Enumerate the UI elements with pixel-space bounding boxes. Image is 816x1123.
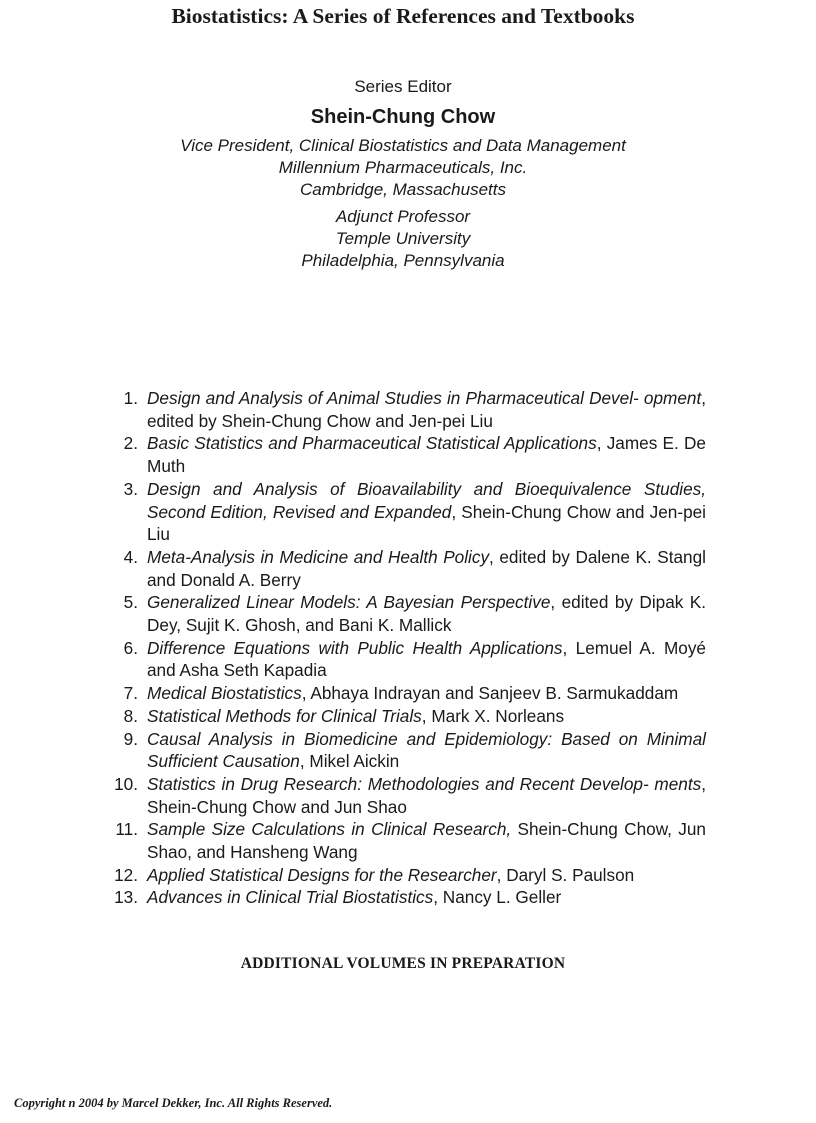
editor-affiliation: Philadelphia, Pennsylvania: [301, 251, 505, 270]
book-list-item: [106, 432, 706, 477]
book-list-item: [106, 682, 706, 705]
book-title: Applied Statistical Designs for the Researcher: [147, 864, 497, 885]
series-editor-label: Series Editor: [354, 77, 452, 96]
book-number: 9.: [123, 728, 138, 749]
book-authors: , James E. De Muth: [147, 433, 706, 477]
book-number: 2.: [123, 433, 138, 454]
book-number: 5.: [123, 592, 138, 613]
copyright-notice: Copyright n 2004 by Marcel Dekker, Inc. All Rights Reserved.: [14, 1096, 333, 1110]
book-title: Statistics in Drug Research: Methodologies and Recent Develop- ments: [147, 773, 702, 794]
book-authors: , Lemuel A. Moyé and Asha Seth Kapadia: [147, 637, 706, 681]
book-title: Design and Analysis of Bioavailability and Bioequivalence Studies, Second Edition, Revised and Expanded: [147, 478, 706, 522]
editor-affiliation: Temple University: [335, 229, 471, 248]
book-authors: , Nancy L. Geller: [433, 887, 562, 908]
book-authors: , Mikel Aickin: [299, 751, 400, 772]
book-list-item: [106, 886, 706, 909]
series-title: Biostatistics: A Series of References and Textbooks: [171, 4, 635, 28]
book-authors: , Shein-Chung Chow and Jen-pei Liu: [147, 501, 707, 545]
additional-volumes-note: ADDITIONAL VOLUMES IN PREPARATION: [240, 955, 566, 972]
book-number: 11.: [115, 819, 138, 840]
book-list-item: [106, 637, 706, 682]
book-title: Generalized Linear Models: A Bayesian Perspective: [147, 592, 551, 613]
editor-affiliation: Adjunct Professor: [335, 207, 471, 226]
book-number: 7.: [123, 683, 138, 704]
book-list: [106, 387, 706, 909]
series-editor-block: [0, 76, 806, 272]
book-number: 4.: [123, 546, 138, 567]
book-list-item: [106, 818, 706, 863]
book-list-item: [106, 864, 706, 887]
editor-affiliation: Cambridge, Massachusetts: [300, 180, 506, 199]
book-authors: , edited by Shein-Chung Chow and Jen-pei Liu: [147, 388, 706, 431]
book-authors: , edited by Dipak K. Dey, Sujit K. Ghosh, and Bani K. Mallick: [147, 592, 707, 636]
book-number: 6.: [123, 637, 138, 658]
book-number: 10.: [114, 773, 138, 794]
book-list-item: [106, 546, 706, 591]
book-number: 13.: [114, 887, 138, 908]
book-list-item: [106, 773, 706, 818]
editor-affiliation: Millennium Pharmaceuticals, Inc.: [278, 158, 528, 177]
book-authors: , Shein-Chung Chow and Jun Shao: [147, 773, 706, 817]
book-number: 8.: [123, 705, 138, 726]
book-number: 3.: [123, 478, 138, 499]
series-editor-name: Shein-Chung Chow: [310, 106, 496, 128]
book-authors: , Daryl S. Paulson: [496, 864, 635, 885]
book-number: 12.: [114, 864, 138, 885]
book-list-item: [106, 705, 706, 728]
book-list-item: [106, 478, 706, 546]
book-authors: , edited by Dalene K. Stangl and Donald A. Berry: [147, 546, 706, 590]
book-title: Meta-Analysis in Medicine and Health Policy: [147, 546, 490, 567]
book-title: Difference Equations with Public Health Applications: [147, 637, 563, 658]
book-list-item: [106, 728, 706, 773]
book-title: Design and Analysis of Animal Studies in Pharmaceutical Devel- opment: [147, 388, 702, 408]
book-title: Causal Analysis in Biomedicine and Epidemiology: Based on Minimal Sufficient Causation: [147, 728, 706, 772]
editor-affiliation: Vice President, Clinical Biostatistics and Data Management: [180, 136, 626, 155]
book-title: Basic Statistics and Pharmaceutical Statistical Applications: [147, 433, 597, 454]
book-authors: Shein-Chung Chow, Jun Shao, and Hansheng Wang: [147, 819, 706, 863]
book-list-item: [106, 387, 706, 432]
book-number: 1.: [123, 388, 138, 408]
book-list-item: [106, 591, 706, 636]
book-title: Sample Size Calculations in Clinical Research,: [147, 819, 512, 840]
book-title: Medical Biostatistics: [147, 683, 302, 704]
book-authors: , Mark X. Norleans: [421, 705, 565, 726]
book-title: Advances in Clinical Trial Biostatistics: [147, 887, 434, 908]
book-authors: , Abhaya Indrayan and Sanjeev B. Sarmukaddam: [301, 683, 679, 704]
book-title: Statistical Methods for Clinical Trials: [147, 705, 422, 726]
